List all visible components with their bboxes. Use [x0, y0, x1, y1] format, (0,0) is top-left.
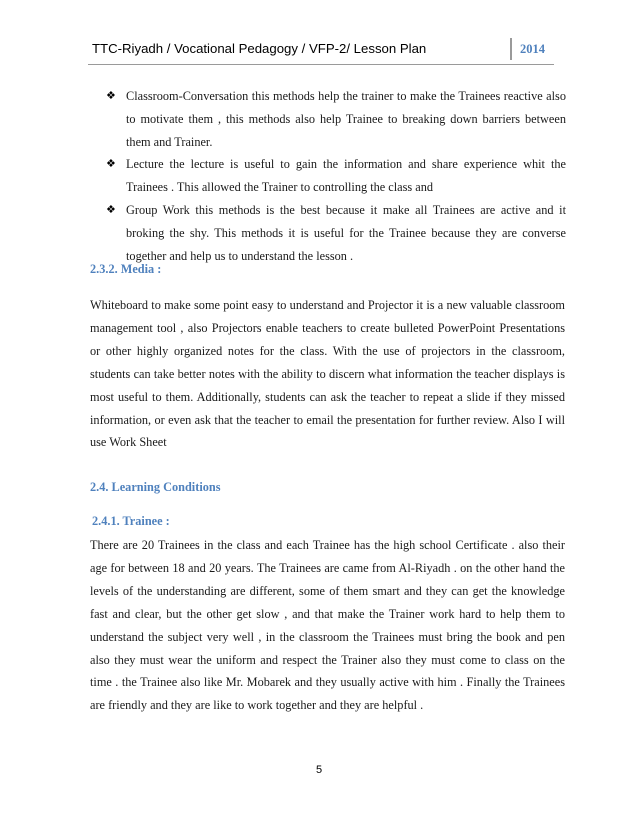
bullet-item	[106, 85, 566, 153]
bullet-text: Classroom-Conversation this methods help the trainer to make the Trainees reactive also to motivate them , this methods also help Trainee to breaking down barriers between them and Trainer.	[126, 89, 566, 149]
media-heading: 2.3.2. Media :	[90, 262, 162, 276]
media-paragraph: Whiteboard to make some point easy to understand and Projector it is a new valuable classroom management tool , also Projectors enable teachers to create bulleted PowerPoint Presentations or other highly organized notes for the class. With the use of projectors in the classroom, students can take better notes with the ability to discern what information the teacher displays is most useful to them. Additionally, students can ask the teacher to repeat a slide if they missed information, or even ask that the teacher to email the presentation for further review. Also I will use Work Sheet	[90, 298, 565, 450]
header-separator	[510, 38, 512, 60]
trainee-heading: 2.4.1. Trainee :	[92, 514, 170, 528]
diamond-bullet-icon: ❖	[106, 203, 116, 216]
learning-conditions-heading: 2.4. Learning Conditions	[90, 480, 221, 494]
bullet-text: Group Work this methods is the best because it make all Trainees are active and it broking the shy. This methods it is useful for the Trainee because they are converse together and help us to understand the lesson .	[126, 202, 566, 263]
header-title: TTC-Riyadh / Vocational Pedagogy / VFP-2/ Lesson Plan	[92, 41, 427, 56]
bullet-text: Lecture the lecture is useful to gain the information and share experience whit the Trainees . This allowed the Trainer to controlling the class and	[126, 157, 566, 195]
methods-bullet-list	[106, 85, 566, 267]
trainee-paragraph: There are 20 Trainees in the class and each Trainee has the high school Certificate . also their age for between 18 and 20 years. The Trainees are came from Al-Riyadh . on the other hand the levels of the understanding are different, some of them smart and they can get the knowledge fast and clear, but the other get slow , and that make the Trainer work hard to help them to understand the subject very well , in the classroom the Trainees must bring the book and pen also they must wear the uniform and respect the Trainer also they must come to class on the time . the Trainee also like Mr. Mobarek and they usually active with him . Finally the Trainees are friendly and they are like to work together and they are helpful .	[90, 538, 565, 713]
diamond-bullet-icon: ❖	[106, 90, 116, 102]
diamond-bullet-icon: ❖	[106, 158, 116, 171]
page-header	[88, 36, 554, 65]
header-year: 2014	[520, 42, 545, 56]
page-number: 5	[315, 764, 323, 776]
bullet-item	[106, 153, 566, 199]
bullet-item	[106, 199, 566, 267]
